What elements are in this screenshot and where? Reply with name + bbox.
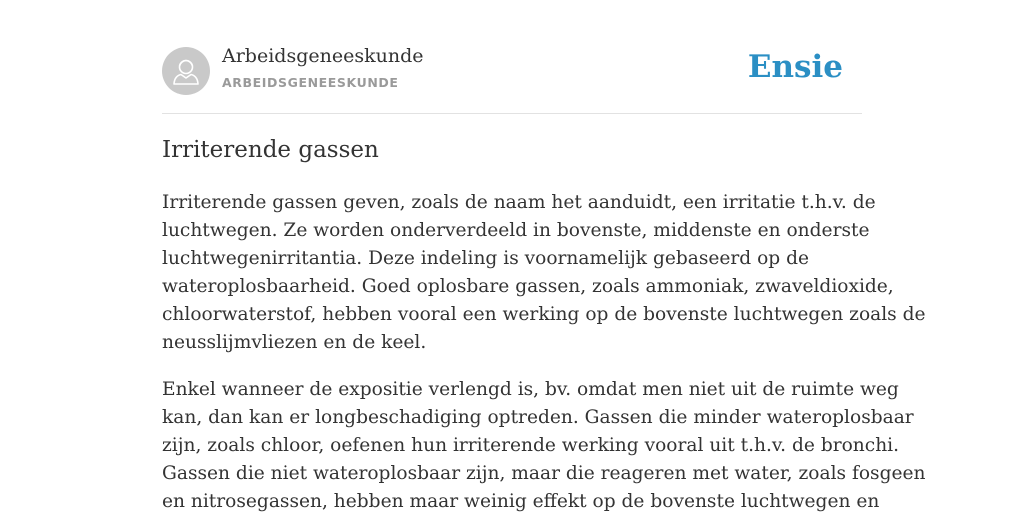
text-line: kan, dan kan er longbeschadiging optreden. Gassen die minder wateroplosbaar (162, 407, 914, 428)
user-icon (162, 47, 210, 95)
text-line: wateroplosbaarheid. Goed oplosbare gassen, zoals ammoniak, zwaveldioxide, (162, 276, 894, 297)
content-container (162, 0, 926, 512)
author-name[interactable]: Arbeidsgeneeskunde (222, 45, 424, 67)
article-body (162, 189, 926, 512)
text-line: chloorwaterstof, hebben vooral een werking op de bovenste luchtwegen zoals de (162, 304, 926, 325)
paragraph-1 (162, 189, 926, 357)
text-line: zijn, zoals chloor, oefenen hun irriterende werking vooral uit t.h.v. de bronchi. (162, 435, 900, 456)
text-line: Irriterende gassen geven, zoals de naam het aanduidt, een irritatie t.h.v. de (162, 192, 876, 213)
text-line: neusslijmvliezen en de keel. (162, 332, 427, 353)
article-title: Irriterende gassen (162, 137, 379, 163)
text-line: Enkel wanneer de expositie verlengd is, bv. omdat men niet uit de ruimte weg (162, 379, 899, 400)
brand-logo[interactable]: Ensie (747, 49, 843, 85)
paragraph-2 (162, 376, 926, 512)
text-line: luchtwegenirritantia. Deze indeling is voornamelijk gebaseerd op de (162, 248, 810, 269)
text-line: en nitrosegassen, hebben maar weinig effekt op de bovenste luchtwegen en (162, 491, 880, 512)
header (162, 0, 862, 114)
text-line: luchtwegen. Ze worden onderverdeeld in bovenste, middenste en onderste (162, 220, 870, 241)
author-category[interactable]: ARBEIDSGENEESKUNDE (222, 75, 399, 90)
text-line: Gassen die niet wateroplosbaar zijn, maar die reageren met water, zoals fosgeen (162, 463, 926, 484)
author-avatar[interactable] (162, 47, 210, 95)
